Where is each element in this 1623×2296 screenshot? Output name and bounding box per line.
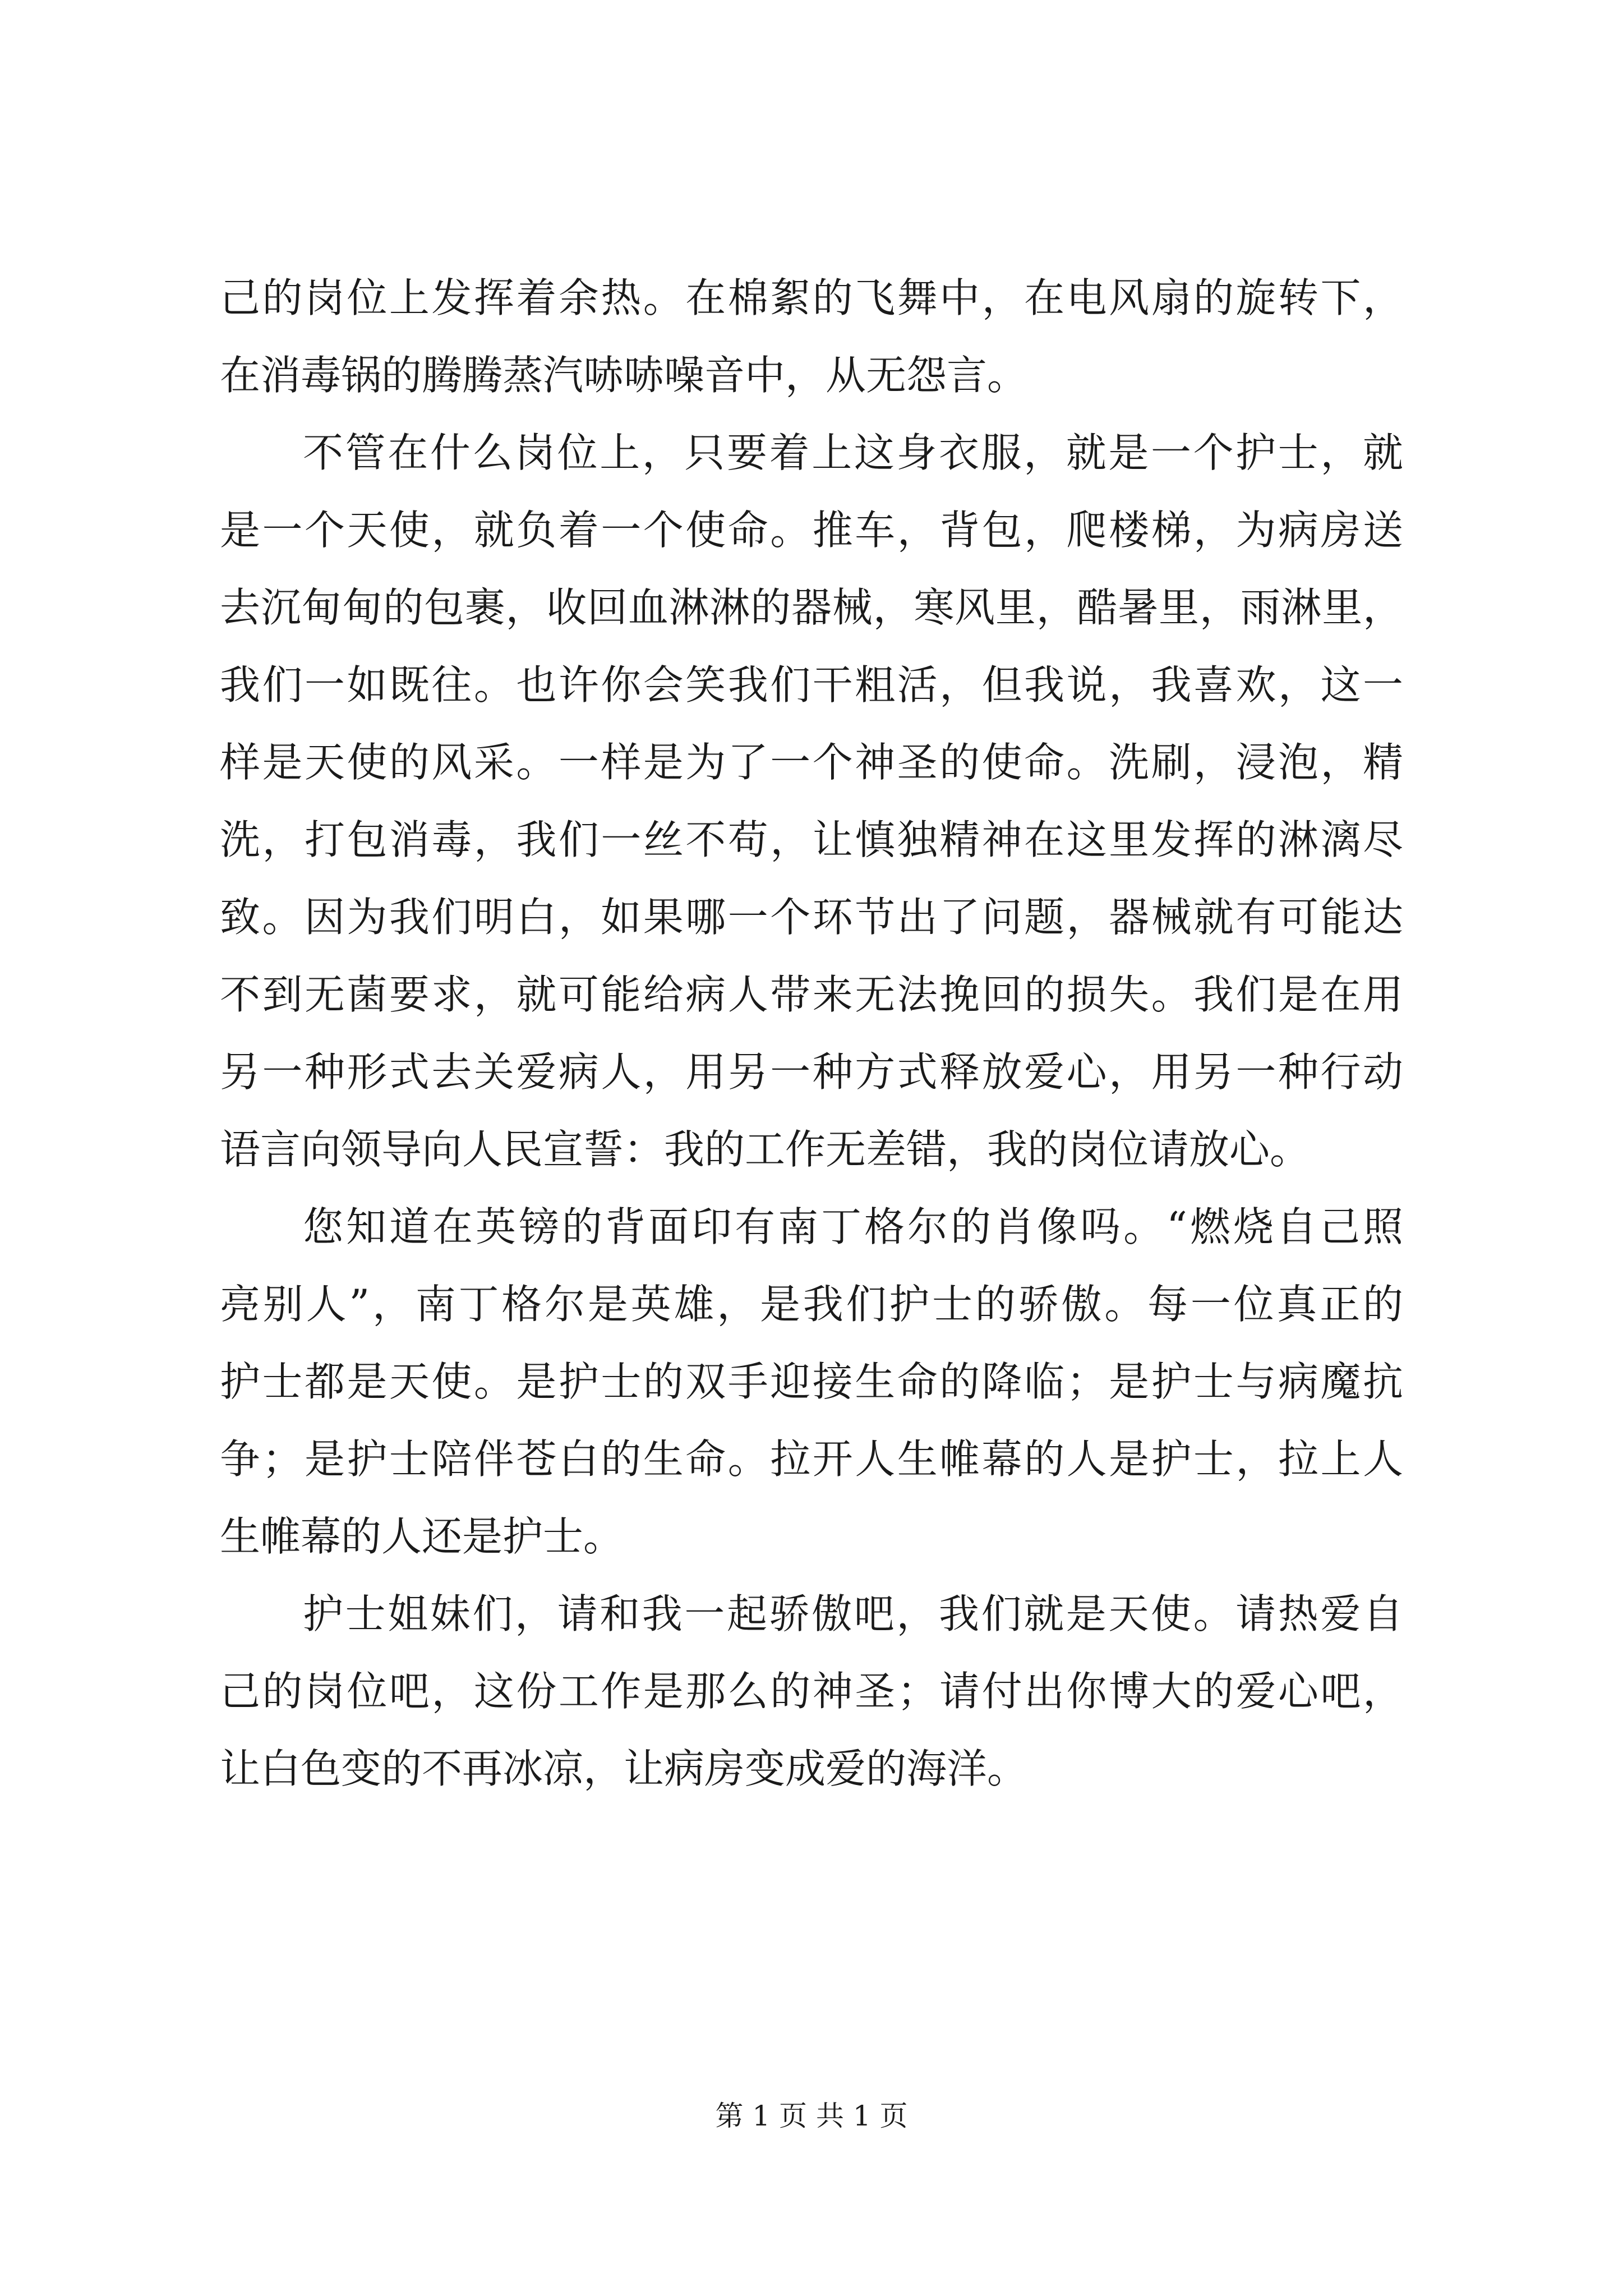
- paragraph-line: 在消毒锅的腾腾蒸汽哧哧噪音中，从无怨言。: [220, 352, 1028, 399]
- paragraph-line: 语言向领导向人民宣誓：我的工作无差错，我的岗位请放心。: [220, 1126, 1311, 1173]
- paragraph-line: 是一个天使，就负着一个使命。推车，背包，爬楼梯，为病房送: [220, 507, 1403, 554]
- paragraph-line: 己的岗位上发挥着余热。在棉絮的飞舞中，在电风扇的旋转下，: [220, 274, 1403, 321]
- paragraph-line: 不管在什么岗位上，只要着上这身衣服，就是一个护士，就: [303, 429, 1403, 476]
- paragraph-line: 您知道在英镑的背面印有南丁格尔的肖像吗。“燃烧自己照: [303, 1203, 1403, 1250]
- page-footer: [0, 2099, 1623, 2133]
- body-text: [220, 259, 1403, 1807]
- paragraph-line: 让白色变的不再冰凉，让病房变成爱的海洋。: [220, 1745, 1028, 1792]
- page-number-label: 第 1 页 共 1 页: [715, 2100, 908, 2132]
- paragraph-line: 己的岗位吧，这份工作是那么的神圣；请付出你博大的爱心吧，: [220, 1668, 1403, 1715]
- paragraph-line: 样是天使的风采。一样是为了一个神圣的使命。洗刷，浸泡，精: [220, 739, 1403, 786]
- paragraph-line: 另一种形式去关爱病人，用另一种方式释放爱心，用另一种行动: [220, 1048, 1403, 1096]
- paragraph-line: 争；是护士陪伴苍白的生命。拉开人生帷幕的人是护士，拉上人: [220, 1435, 1403, 1483]
- paragraph-line: 护士姐妹们，请和我一起骄傲吧，我们就是天使。请热爱自: [303, 1590, 1403, 1637]
- paragraph-line: 护士都是天使。是护士的双手迎接生命的降临；是护士与病魔抗: [220, 1358, 1403, 1405]
- paragraph-line: 亮别人”，南丁格尔是英雄，是我们护士的骄傲。每一位真正的: [220, 1281, 1403, 1328]
- paragraph-line: 去沉甸甸的包裹，收回血淋淋的器械，寒风里，酷暑里，雨淋里，: [220, 584, 1403, 631]
- paragraph-line: 我们一如既往。也许你会笑我们干粗活，但我说，我喜欢，这一: [220, 661, 1403, 708]
- paragraph-line: 致。因为我们明白，如果哪一个环节出了问题，器械就有可能达: [220, 894, 1403, 941]
- paragraph-line: 不到无菌要求，就可能给病人带来无法挽回的损失。我们是在用: [220, 971, 1403, 1018]
- paragraph-line: 生帷幕的人还是护士。: [220, 1513, 624, 1560]
- paragraph-line: 洗，打包消毒，我们一丝不苟，让慎独精神在这里发挥的淋漓尽: [220, 816, 1403, 863]
